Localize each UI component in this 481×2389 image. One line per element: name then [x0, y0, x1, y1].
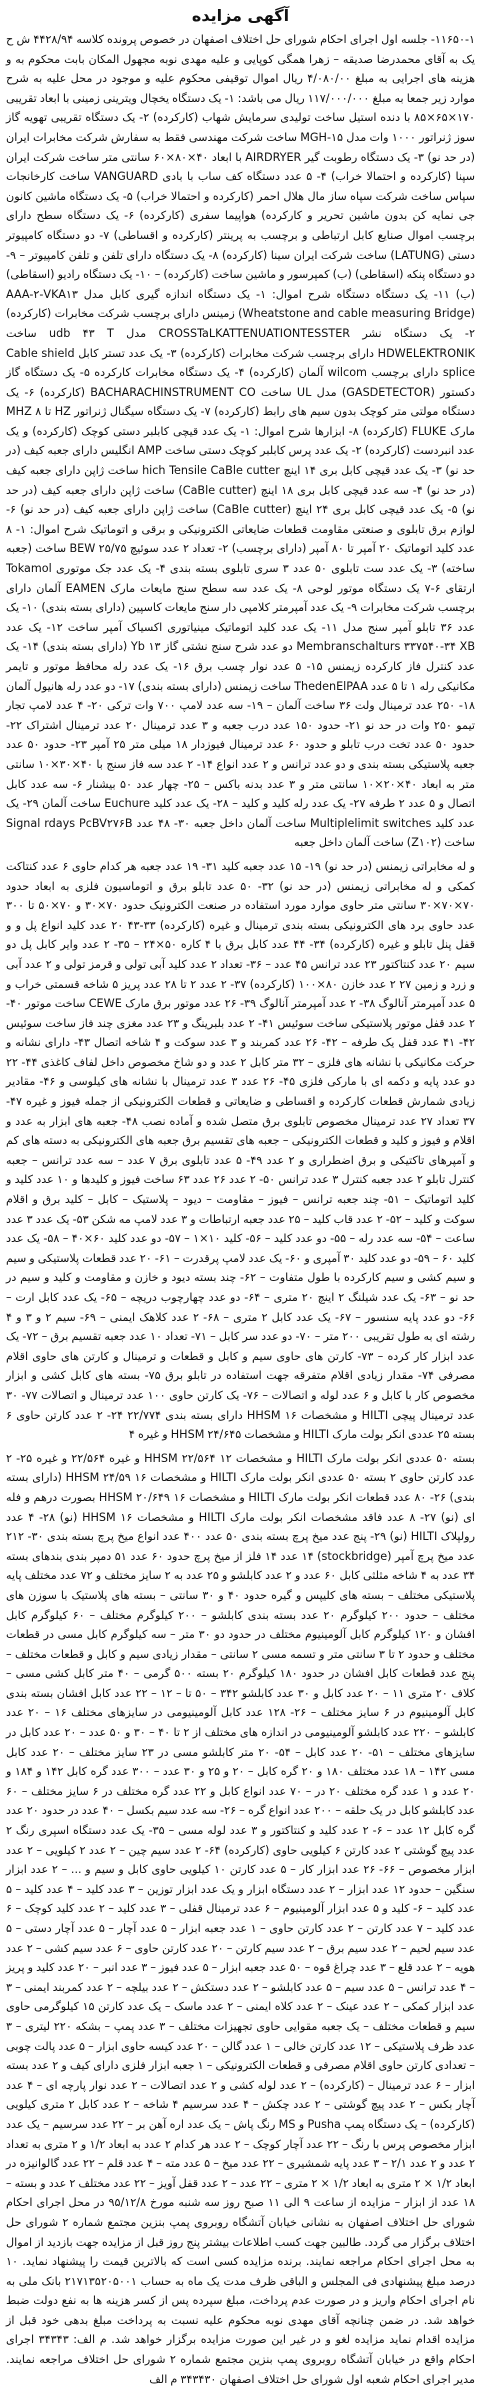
- notice-title: آگهی مزایده: [191, 6, 290, 25]
- notice-paragraph-1: ۱۱۶۵۰-۱- جلسه اول اجرای احکام شورای حل اختلاف اصفهان در خصوص پرونده کلاسه ۴۴۲۸/۹۴ ش ح یک به آقای محمدرضا صدیقه – زهرا همگی کوپایی و علیه مهدی نوبه مجهول المکان بابت محکوم به و هزینه های اجرایی به مبلغ ۴/۰۸۰/۰۰ ریال اموال توقیفی محکوم علیه و موجود در محل علیه به شرح موارد زیر جمعا به مبلغ ۱۱۷/۰۰۰/۰۰۰ ریال می باشد: ۱- یک دستگاه یخچال ویترینی زمینی با ابعاد تقریبی ۱۷۰×۶۵×۸۵ با دنده استیل ساخت تولیدی سرمایش شهاب (کارکرده) ۲- یک دستگاه تقریبی تهویه گاز سوز ژنراتور ۱۰۰۰ وات مدل ۱۵-MGH ساخت شرکت مهندسی فقط به سفارش شرکت مخابرات ایران (در حد نو) ۳- یک دستگاه رطوبت گیر AIRDRYER با ابعاد ۴۰×۸۰×۶۰ سانتی متر ساخت شرکت ایران سپنا (کارکرده و احتمالا خراب) ۴- ۵ عدد دستگاه کف ساب با بادی VANGUARD ساخت کارخانجات سپاس ساخت شرکت سپاه ساز مال هلال احمر (کارکرده و احتمالا خراب) ۵- یک دستگاه ماشین کانون جی نمایه کن بدون ماشین تحریر و کارکرده) هواپیما سفری (کارکرده) ۶- یک دستگاه سطح دارای برچسب اموال صنایع کابل ارتباطی و برچسب به پرینتر (کارکرده و اقساطی) ۷- دو دستگاه کامپیوتر دستی (LATUNG) ساخت شرکت ایران سینا (کارکرده) ۸- یک دستگاه دارای تلفن و تلفن کامپیوتر – ۹- دو دستگاه پنکه (اسقاطی) (ب) کمپرسور و ماشین ساخت (کارکرده) – ۱۰- یک دستگاه رادیو (اسقاطی) (ب) ۱۱- یک دستگاه دستگاه شرح اموال: ۱- یک دستگاه اندازه گیری کابل مدل AAA-۲-VKA۱۳ (Wheatstone and cable measuring Bridge) زمینس دارای برچسب شرکت مخابرات (کارکرده) ۲- یک دستگاه نشر CROSSTaLKATTENUATIONTESSTER مدل udb ۴۳ T ساخت HDWELEKTRONIK دارای برچسب شرکت مخابرات (کارکرده) ۳- یک عدد تستر کابل Cable shield splice دارای برچسب wilcom آلمان (کارکرده) ۴- یک دستگاه مخابرات کارکرده ۵- یک دستگاه گاز دکستور (GASDETECTOR) مدل UL ساخت BACHARACHINSTRUMENT CO (کارکرده) ۶- یک دستگاه مولتی متر کوچک بدون سیم های رابط (کارکرده) ۷- یک دستگاه سیگنال ژنراتور HZ تا ۸ MHZ مارک FLUKE (کارکرده) ۸- ابزارها شرح اموال: ۱- یک عدد قیچی کابلبر دستی کوچک (کارکرده) و یک عدد انبردست (کارکرده) ۲- یک عدد پرس کابلبر کوچک دستی ساخت AMP انگلیس دارای جعبه کیف (در حد نو) ۳- یک عدد قیچی کابل بری ۱۴ اینچ hich Tensile CaBle cutter ساخت ژاپن دارای جعبه کیف (در حد نو) ۴- سه عدد قیچی کابل بری ۱۸ اینچ (CaBle cutter) ساخت ژاپن دارای جعبه کیف (در حد نو) ۵- یک عدد قیچی کابل بری ۲۴ اینچ (CaBle cutter) ساخت ژاپن دارای جعبه کیف (در حد نو) ۶- لوازم برق تابلوی و صنعتی مقاومت قطعات ضایعاتی الکترونیکی و برقی و اتوماتیک شرح اموال: ۱- ۸ عدد کلید اتوماتیک ۲۰ آمپر تا ۸۰ آمپر (دارای برچسب) ۲- تعداد ۲ عدد سوئیچ BEW ۲۵/۷۵ ساخت (جعبه ساخته) ۳- یک عدد ست تابلوی ۵۰ عدد ۳ سری تابلوی بسته بندی ۴- یک عدد جک موتوری Tokamol ارتقای ۶-۷ یک دستگاه موتور لوحی ۸- یک عدد سه سطح سنج مایعات مارک EAMEN آلمان دارای برچسب شرکت مخابرات ۹- یک عدد آمپرمتر کلامپی دار سنج مایعات کاسپین (دارای بسته بندی) ۱۰- یک عدد ۳۶ تابلو آمپر سنج مدل ۱۱- یک عدد کلید اتوماتیک مینیاتوری اکسیاک آمپر ساخت ۱۲- یک عدد Membranschalturs ۳۳۷۵۴۰-۳۴ XB دو عدد شرح سنج نشتی گاز Yb ۱۳ (دارای بسته بندی) ۱۴- یک عدد کنترل فاز کارکرده زیمنس ۱۵- ۵ عدد نوار چسب برق ۱۶- یک عدد رله محافظ موتور و تایمر مکانیکی رله ۱ تا ۵ عدد ThedenElPAA ساخت زیمنس (دارای بسته بندی) ۱۷- دو عدد رله هانیول آلمان ۱۸- ۲۵۰ عدد ترمینال ولت ۳۶ ساخت آلمان – ۱۹- سه عدد لامپ ۷۰۰ وات ترکی ۲۰- ۴ عدد لامپ تجار تیمو ۲۵۰ وات در حد نو ۲۱- حدود ۱۵۰ عدد درب جعبه و ۳ عدد ترمینال ۲۰ عدد ترمینال اشتراک ۲۲- حدود ۵۰ عدد تخت درب تابلو و حدود ۶۰ عدد ترمینال فیوزدار ۱۸ میلی متر ۲۵ آمپر ۲۳- حدود ۵۰ عدد جعبه پلاستیکی بسته بندی و دو عدد ترانس و ۲ عدد انواع ۱۴- ۲ عدد سه فاز سنج با ۴۰×۳۰×۱۰ سانتی متر به ابعاد ۴۰×۲۰×۱۰ سانتی متر و ۳ عدد بدنه باکس – ۲۵- چهار عدد ۵۰ بیشنار ۶- سه عدد کابل اتصال و ۵ عدد ۲ طرفه ۲۷- یک عدد رله کلید و کلید – ۲۸- یک عدد کلید Euchure ساخت آلمان ۲۹- یک عدد کلید Multiplelimit switches ساخت آلمان داخل جعبه ۳۰- ۴۸ عدد Signal rdays PcBV۲۷۶B ساخت (Z۱۰۲) ساخت آلمان داخل جعبه: [6, 33, 476, 850]
- notice-paragraph-3: بسته ۵۰ عددی انکر بولت مارک HILTI و مشخصات ۱۲ HHSM ۲۲/۵۶۴ و غیره ۲۲/۵۶۴ و غیره ۲۵- ۲ عدد کارتن حاوی ۲ بسته ۵۰ عددی انکر بولت مارک HILTI و مشخصات ۱۶ HHSM ۲۴/۵۹ (دارای بسته بندی) ۲۶- ۸۰ عدد قطعات انکر بولت مارک HILTI و مشخصات ۱۶ HHSM ۲۰/۶۴۹ بصورت درهم و فله ای (نو) ۲۷- ۸ عدد فاقد مشخصات انکر بولت مارک HILTI و مشخصات ۱۶ HHSM (نو) ۲۸- ۴ عدد رولپلاک HILTI (نو) ۲۹- پنج عدد میخ پرچ بسته بندی ۵۰ عدد ۴۰۰ عدد انواع میخ پرچ بسته بندی ۳۰- ۲۱۲ عدد میخ پرچ آمپر (stockbridge) ۱۴ عدد ۱۴ فلز از میخ پرچ حدود ۶۰ عدد ۵۱ دمپر بندی بندهای بسته ۳۴ عدد به ۴ شاخه مثلثی کابل ۶۰ عدد و ۲ عدد کابلشو و ۲۵ عدد به ۲ سایز مختلف و ۷۲ عدد مختلف پایه پلاستیکی مختلف – بسته های کلیپس و گیره حدود ۴۰ و ۳۰ سانتی – بسته های پلاستیک با سوزن های مختلف – حدود ۲۰۰ کیلوگرم ۲۰ عدد بسته بندی کابلشو – ۲۰۰ کیلوگرم مختلف – ۶۰ کیلوگرم کابل افشان و ۱۲۰ کیلوگرم کابل آلومینیوم مختلف در حدود دو ۳۰ متر – سه کیلوگرم کابل مسی در قطعات مختلف و حدود ۲ تا ۳ سانتی متر و تسمه مسی ۲ سانتی – مقدار زیادی سیم و کابل و قطعات مختلف – پنج عدد قطعات کابل افشان در حدود ۱۸۰ کیلوگرم ۲۰ بسته ۵۰۰ گرمی – ۴۰ متر کابل کشی مسی – کلاف ۲۰ متری ۱۱ – ۲۰ عدد کابل و ۳۰ عدد کابلشو ۳۴۲ – ۵۰ تا – ۱۲ – ۲۲ عدد کابل افشان بسته بندی کابل آلومینیوم در ۶ سایز مختلف – ۲۶- ۱۲۸ عدد کابل آلومینیومی در سایزهای مختلف ۱۶ – ۲۰ عدد کابلشو – ۲۲۰ عدد کابلشو آلومینیومی در اندازه های مختلف از ۲ تا ۴۰ – ۳۰ و ۵۰ عدد – ۲۰ عدد کابل در سایزهای مختلف – ۵۱- ۲۰ عدد کابل – ۵۴- ۲۰ متر کابلشو مسی در ۲۳ سایز مختلف – ۲۰ عدد کابل مسی ۱۴۲ – ۱۸ عدد مختلف ۱۸۰ و ۲۰ گره کابل – ۲۰ و ۲۵ و ۳۰ عدد – ۳۰۰ عدد گره کابل ۱۴۲ و ۱۸۴ و ۲۰ عدد و ۱ عدد گره مختلف ۲۰ در – ۷۰ عدد انواع کابل و ۲۲ عدد گره مختلف در ۶ سایز مختلف – ۶۰ عدد کابلشو کابل در یک حلقه – ۲۰۰ عدد انواع گره – ۲۶- سه عدد سیم بکسل – ۴۰ عدد در حدود ۲۰ عدد گره کابل ۱۲ عدد – ۶- ۲ عدد کلید و کنتاکتور و ۳ عدد لوله مسی – ۳۵- یک عدد دستگاه اسپری رنگ ۲ عدد پیچ گوشتی ۲ عدد کارتن ۶ کیلویی حاوی (کارکرده) ۶۴- ۲ عدد سیم چین – ۲ عدد ۲ کیلویی – ۲ عدد ابزار مخصوص – ۶۶- ۲۶ عدد ابزار کار – ۵ عدد کارتن ۱۰ کیلویی حاوی کابل و سیم و ... – ۲ عدد ابزار سنگین – حدود ۱۲ عدد ابزار – ۲ عدد دستگاه ابزار و یک عدد ابزار توزین – ۳ عدد کلید – ۴ عدد کلید – ۵ عدد کلید – ۶- کلید و ۵ عدد ابزار آلومینیوم – ۶ عدد ترمینال قفلی – ۳ عدد کلید – ۲ عدد کلید کوچک – ۶ عدد کلید – ۷ عدد کارتن – ۲ عدد کارتن حاوی – ۱ عدد جعبه ابزار – ۵ عدد آچار – ۵ عدد آچار دستی – ۵ عدد سیم لحیم – ۲ عدد سیم برق – ۲ عدد سیم کارتن – ۲۰ عدد کارتن حاوی – ۶ عدد سیم کشی – ۲ عدد هویه – ۲ عدد قلع – ۳ عدد چراغ قوه – ۵۰ عدد جعبه ابزار – ۵ عدد فیوز – ۳ عدد انبر – ۲۰ عدد کلید و پریز – ۴ عدد ترانس – ۵ عدد سیم – ۵ عدد کابلشو – ۲ عدد دستکش – ۲ عدد بیلچه – ۲ عدد کمربند ایمنی – ۳ عدد ابزار کمکی – ۲ عدد عینک – ۲ عدد کلاه ایمنی – ۲ عدد ماسک – یک عدد کارتن ۱۵ کیلوگرمی حاوی سیم و قطعات مختلف – یک جعبه مقوایی حاوی تجهیزات مختلف – ۳ عدد پمپ – بشکه ۲۲۰ لیتری – ۳ عدد ظرف پلاستیکی – ۱۲ عدد کارتن خالی – ۱ عدد گالن – ۲۰ عدد کیسه حاوی ابزار – ۵ عدد پالت چوبی – تعدادی کارتن حاوی اقلام مصرفی و قطعات الکترونیکی – ۱ جعبه ابزار فلزی دارای کیف و ۲ عدد بسته ابزار – ۶ عدد ترمینال – (کارکرده) – ۲ عدد لوله کشی و ۲ عدد اتصالات – ۲ عدد نوار پارچه ای – ۴ عدد آچار بکس – ۲ عدد پیچ گوشتی – ۲ عدد چکش – ۴ عدد سرسیم ۴ شاخه – ۲ عدد کابل ۲ متری کیلویی (کارکرده) – یک دستگاه پمپ Pusha و MS رنگ پاش – یک عدد اره آهن بر – ۲۲ عدد سرسیم – یک عدد ابزار مخصوص پرس با رنگ – ۲۲ عدد آچار کوچک – ۲ عدد هر کدام ۲ عدد به ابعاد ۱/۲ و ۲ متری به تعداد ۲ عدد و ۲ عدد ۲/۱ – ۳ عدد پایه شمشیری – ۲۲ عدد میخ – ۵ عدد مته – ۴ عدد قلم – ۲۲ عدد گالوانیزه در ابعاد ۱/۲ × ۲ متری به ابعاد ۱/۲ × ۲ متری – ۲۲ عدد – ۲ عدد قفل آویز – ۲۲ عدد مختلف ۲ عدد و بسته – ۱۸ عدد از ابزار – مزایده از ساعت ۹ الی ۱۱ صبح روز سه شنبه مورخ ۹۵/۱۲/۸ در محل اجرای احکام شورای حل اختلاف اصفهان به نشانی خیابان آتشگاه روبروی پمپ بنزین مجتمع شماره ۲ شورای حل اختلاف برگزار می گردد. طالبین جهت کسب اطلاعات بیشتر پنج روز قبل از مزایده جهت بازدید از اموال به محل اجرای احکام مراجعه نمایند. برنده مزایده کسی است که بالاترین قیمت را پیشنهاد نماید. ۱۰ درصد مبلغ پیشنهادی فی المجلس و الباقی ظرف مدت یک ماه به حساب ۲۱۷۱۳۵۲۰۵۰۰۱ بانک ملی به نام اجرای احکام واریز و در صورت عدم پرداخت، مبلغ سپرده پس از کسر هزینه ها به نفع دولت ضبط خواهد شد. در ضمن چنانچه آقای مهدی نوبه محکوم علیه نسبت به پرداخت مبلغ بدهی خود قبل از مزایده اقدام نماید مزایده لغو و در غیر این صورت مزایده برگزار خواهد شد. م الف: ۳۴۳۴۳ اجرای احکام واقع در خیابان آتشگاه روبروی پمپ بنزین مجتمع شماره ۲ شورای حل اختلاف مراجعه نمایند. مدیر اجرای احکام شعبه اول شورای حل اختلاف اصفهان ۳۴۳۴۳۰ م الف: [6, 1451, 476, 2386]
- notice-paragraph-2: و له مخابراتی زیمنس (در حد نو) ۱۹- ۱۵ عدد جعبه کلید ۳۱- ۱۹ عدد جعبه هر کدام حاوی ۶ عدد کنتاکت کمکی و له مخابراتی زیمنس (در حد نو) ۳۲- ۵۰ عدد تابلو برق و اتوماسیون فلزی به ابعاد حدود ۷۰×۷۰×۳۰ سانتی متر حاوی موارد مورد استفاده در صنعت الکترونیک حدود ۷۰×۳۰ و ۷۰×۵۰ تا ۳۰۰ عدد حاوی برد های الکترونیکی بسته بندی ترمینال و غیره (کارکرده) ۳۳-۴۳ ۲۰ عدد کلید انواع پل و و قفل پنل تابلو و غیره (کارکرده) ۳۴- ۴۴ عدد کابل برق با ۴ کاره ۵۰×۲۴ – ۳۵- ۲ عدد وایر کابل پل دو سیم ۲۰ عدد کنتاکتور ۲۳ عدد ترانس ۴۵ عدد – ۳۶- تعداد ۲ عدد کلید آبی تولی و قرمز تولی و ۲ عدد آبی و زرد و زمین ۲۷ ۲ عدد خازن ۸۰×۱۰۰ (کارکرده) ۳۷- ۲ عدد ۲ تا ۲۸ عدد پریز ۵ شاخه قسمتی خراب و ۵ عدد آمپرمتر آنالوگ ۳۸- ۲ عدد آمپرمتر آنالوگ ۳۹- ۲۶ عدد موتور برق مارک CEWE ساخت موتور ۴۰- ۲ عدد قفل موتور پلاستیکی ساخت سوئیس ۴۱- ۲ عدد بلبرینگ و ۲۳ عدد مغزی چند فاز ساخت سوئیس ۴۲- ۴۱ عدد قفل یک طرفه – ۴۲- ۲۶ عدد کمربند و ۳ عدد سوکت و ۴ شاخه اتصال ۴۳- دارای نشانه و حرکت مکانیکی با نشانه های فلزی – ۳۲ متر کابل ۲ عدد و دو شاخ مخصوص داخل لفاف کاغذی ۴۴- ۲۲ دو عدد پایه و دکمه ای با مارکی فلزی ۴۵- ۲۶ عدد ۳ عدد ترمینال با نشانه های کیلوسی و ۴۶- مقادیر زیادی شمارش قطعات کارکرده و اقساطی و ضایعاتی و قطعات الکترونیکی از جمله فیوز و غیره ۴۷- ۳۷ تعداد ۲۷ عدد ترمینال مخصوص تابلوی برق متصل شده و آماده نصب ۴۸- جعبه های ابزار به عدد و اقلام و فیوز و کلید و قطعات الکترونیکی – جعبه های تقسیم برق جعبه های الکترونیکی به دسته های کم و آمپرهای تاکتیکی و برق اضطراری و ۲ عدد ۴۹- ۵ عدد تابلوی برق ۷ عدد – سه عدد ترانس – جعبه کنترل تابلو ۲ عدد جعبه کنترل ۳ عدد ترانس ۵۰- ۲ عدد ۲۶ عدد ۶۳ ساخت فیوز و کلیدها و ۱۰ عدد کلید و کلید اتوماتیک – ۵۱- چند جعبه ترانس – فیوز – مقاومت – دیود – پلاستیک – کابل – کلید برق و اقلام سوکت و کلید – ۵۲- ۲ عدد قاب کلید – ۲۵ عدد جعبه ارتباطات و ۳ عدد لامپ مه شکن ۵۳- یک عدد ۳ عدد ساعت – ۵۴- سه عدد رله – ۵۵- دو عدد کلید – ۵۶- کلید ۱۰×۱ – ۵۷- دو عدد کلید ۶۰×۴۰ – ۵۸- یک عدد کلید ۶۰ – ۵۹- دو عدد کلید ۳۰ آمپری و ۶۰- یک عدد لامپ پرقدرت – ۶۱- ۲۰ عدد قطعات پلاستیکی و سیم و سیم کشی و سیم کارکرده با طول متفاوت – ۶۲- چند بسته دیود و خازن و مقاومت و کلید و سیم در حد نو – ۶۳- یک عدد شیلنگ ۲ اینچ ۲۰ متری – ۶۴- دو عدد چهارچوب دریچه – ۶۵- یک عدد کابل ارت – ۶۶- دو عدد پایه سنسور – ۶۷- یک عدد کابل ۲ متری – ۶۸- ۲ عدد کلاهک ایمنی – ۶۹- سیم ۲ و ۳ و ۴ رشته ای به طول تقریبی ۲۰۰ متر – ۷۰- دو عدد سر کابل – ۷۱- تعداد ۱۰ عدد جعبه تقسیم برق – ۷۲- یک عدد ابزار کار کرده – ۷۳- کارتن های حاوی سیم و کابل و قطعات و ترمینال و کارتن های حاوی اقلام مصرفی ۷۴- مقدار زیادی اقلام متفرقه جهت استفاده در تابلو برق ۷۵- بسته های کابل کشی و ابزار مخصوص کار با کابل و ۶ عدد لوله و اتصالات – ۷۶- یک کارتن حاوی ۱۰۰ عدد ترمینال و اتصالات ۷۷- ۳۰ عدد ترمینال پیچی HILTI و مشخصات HHSM ۱۶ دارای بسته بندی ۲۲/۷۷۴ ۲۴- ۲ عدد کارتن حاوی ۶ بسته ۲۵ عددی انکر بولت مارک HILTI و مشخصات HHSM ۲۴/۶۴۵ و غیره ۴: [6, 859, 476, 1442]
